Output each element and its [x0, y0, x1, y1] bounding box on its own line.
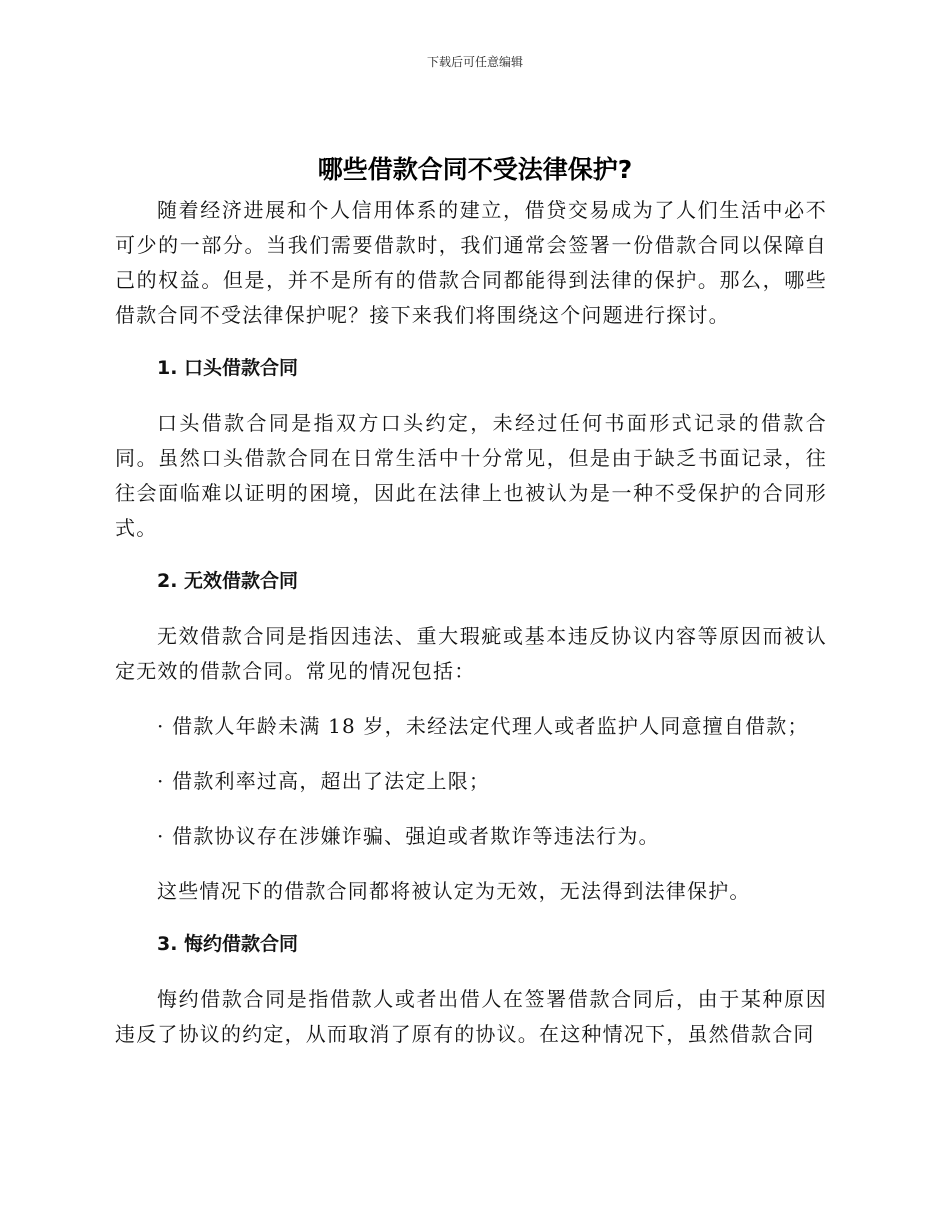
list-item: · 借款人年龄未满 18 岁，未经法定代理人或者监护人同意擅自借款；: [157, 714, 809, 738]
page-header-note: 下载后可任意编辑: [426, 55, 523, 69]
section-heading-invalid: 2. 无效借款合同: [157, 570, 299, 592]
document-title: 哪些借款合同不受法律保护?: [317, 155, 633, 184]
intro-paragraph: 随着经济进展和个人信用体系的建立，借贷交易成为了人们生活中必不可少的一部分。当我们需要借款时，我们通常会签署一份借款合同以保障自己的权益。但是，并不是所有的借款合同都能得到法律的保护。那么，哪些借款合同不受法律保护呢？接下来我们将围绕这个问题进行探讨。: [115, 198, 827, 327]
document-body: [115, 193, 827, 1052]
section-paragraph-oral: 口头借款合同是指双方口头约定，未经过任何书面形式记录的借款合同。虽然口头借款合同在日常生活中十分常见，但是由于缺乏书面记录，往往会面临难以证明的困境，因此在法律上也被认为是一种不受保护的合同形式。: [115, 411, 827, 540]
section-paragraph-breach: 悔约借款合同是指借款人或者出借人在签署借款合同后，由于某种原因违反了协议的约定，从而取消了原有的协议。在这种情况下，虽然借款合同: [115, 987, 827, 1046]
section-conclusion-invalid: 这些情况下的借款合同都将被认定为无效，无法得到法律保护。: [157, 879, 751, 903]
list-item: · 借款协议存在涉嫌诈骗、强迫或者欺诈等违法行为。: [157, 824, 660, 848]
list-item: · 借款利率过高，超出了法定上限；: [157, 769, 491, 793]
section-heading-oral: 1. 口头借款合同: [157, 357, 299, 379]
section-paragraph-invalid: 无效借款合同是指因违法、重大瑕疵或基本违反协议内容等原因而被认定无效的借款合同。常见的情况包括：: [115, 624, 827, 683]
section-heading-breach: 3. 悔约借款合同: [157, 933, 299, 955]
